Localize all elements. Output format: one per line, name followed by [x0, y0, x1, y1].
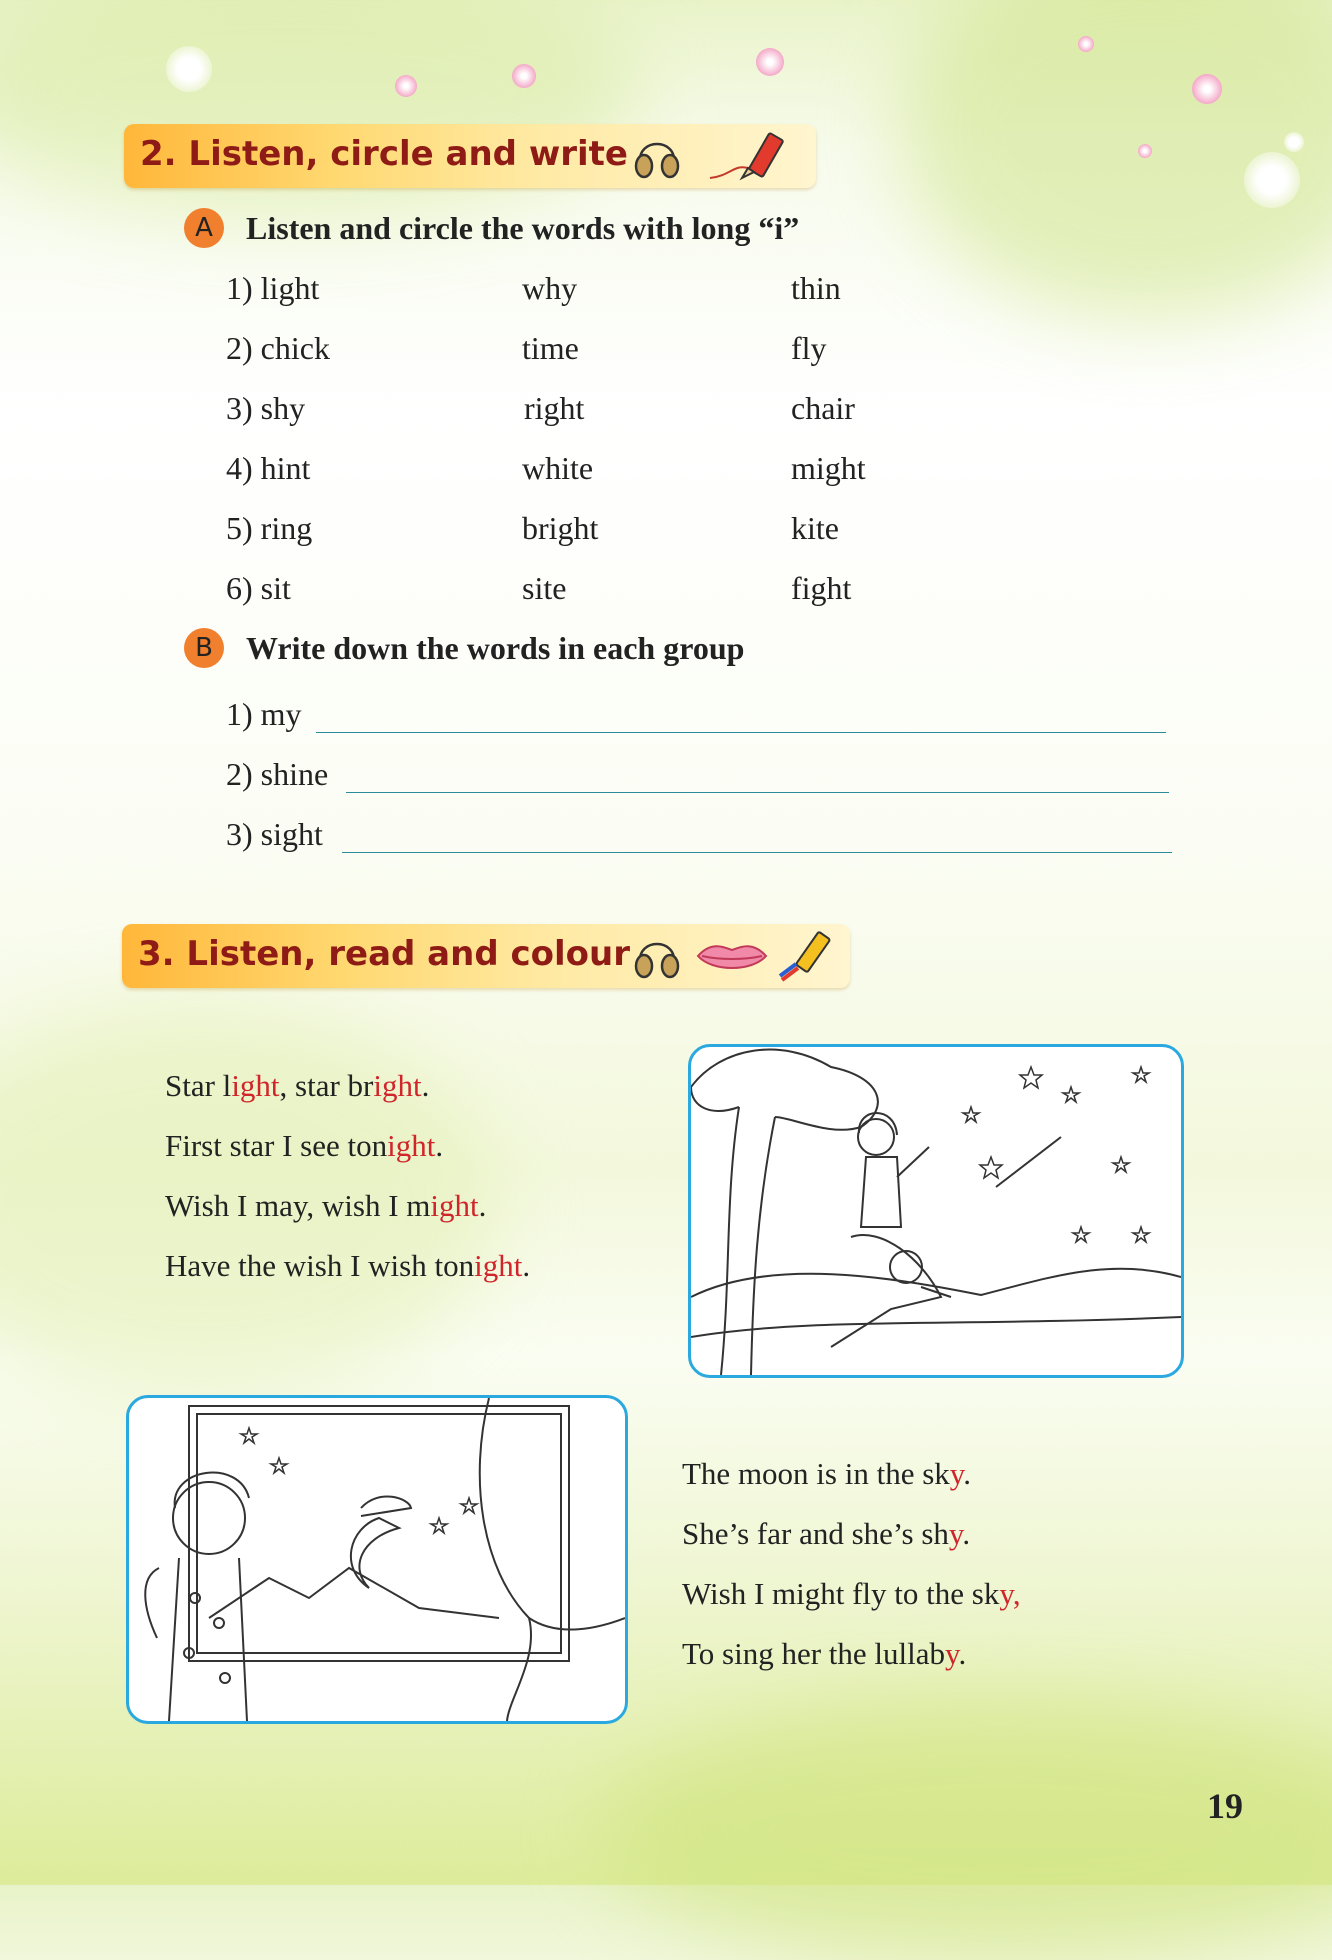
bubble-decoration [1244, 152, 1300, 208]
boy-at-window-picture [126, 1395, 628, 1724]
pencil-icon [742, 133, 783, 178]
bubble-decoration [1192, 74, 1222, 104]
part-b-instruction: Write down the words in each group [246, 630, 745, 666]
boy-at-window-illustration [129, 1398, 625, 1721]
word-cell[interactable]: time [522, 330, 579, 366]
word-cell[interactable]: fight [791, 570, 852, 606]
poem-line: Wish I may, wish I might. [165, 1188, 487, 1223]
word-cell[interactable]: 1) light [226, 270, 320, 306]
section-3-header [122, 924, 850, 988]
write-label: 1) my [226, 696, 302, 732]
word-cell[interactable]: bright [522, 510, 599, 546]
word-cell[interactable]: kite [791, 510, 839, 546]
badge-a: A [184, 208, 224, 248]
poem-line: Star light, star bright. [165, 1068, 430, 1103]
bubble-decoration [166, 46, 212, 92]
badge-b: B [184, 628, 224, 668]
word-cell[interactable]: why [522, 270, 578, 306]
poem-line: She’s far and she’s shy. [682, 1516, 971, 1551]
write-line[interactable] [316, 732, 1166, 733]
bubble-decoration [1138, 144, 1152, 158]
word-cell[interactable]: white [522, 450, 594, 486]
section-2-header [124, 124, 816, 188]
star-gazing-illustration [691, 1047, 1181, 1375]
bubble-decoration [1078, 36, 1094, 52]
star-gazing-picture [688, 1044, 1184, 1378]
word-cell[interactable]: 2) chick [226, 330, 330, 366]
bubble-decoration [512, 64, 536, 88]
word-cell[interactable]: 4) hint [226, 450, 311, 486]
poem-line: Wish I might fly to the sky, [682, 1576, 1021, 1611]
word-cell[interactable]: right [524, 390, 585, 426]
part-a-instruction: Listen and circle the words with long “i” [246, 210, 800, 246]
bubble-decoration [1284, 132, 1304, 152]
word-cell[interactable]: site [522, 570, 567, 606]
page-number: 19 [1207, 1786, 1243, 1826]
word-cell[interactable]: 3) shy [226, 390, 306, 426]
write-line[interactable] [342, 852, 1172, 853]
word-cell[interactable]: might [791, 450, 866, 486]
crayon-icon [780, 932, 830, 980]
poem-line: First star I see tonight. [165, 1128, 444, 1163]
write-line[interactable] [346, 792, 1169, 793]
headphones-icon [630, 928, 845, 984]
background-wash [600, 1700, 1332, 1960]
write-label: 3) sight [226, 816, 323, 852]
write-label: 2) shine [226, 756, 329, 792]
poem-line: The moon is in the sky. [682, 1456, 972, 1491]
lips-icon [698, 946, 766, 968]
word-cell[interactable]: fly [791, 330, 827, 366]
word-cell[interactable]: thin [791, 270, 841, 306]
poem-line: Have the wish I wish tonight. [165, 1248, 531, 1283]
headphones-icon [630, 128, 810, 184]
word-cell[interactable]: 5) ring [226, 510, 313, 546]
word-cell[interactable]: 6) sit [226, 570, 291, 606]
section-3-title: 3. Listen, read and colour [138, 934, 631, 974]
word-cell[interactable]: chair [791, 390, 855, 426]
bubble-decoration [395, 75, 417, 97]
section-2-title: 2. Listen, circle and write [140, 134, 628, 174]
poem-line: To sing her the lullaby. [682, 1636, 967, 1671]
bubble-decoration [756, 48, 784, 76]
